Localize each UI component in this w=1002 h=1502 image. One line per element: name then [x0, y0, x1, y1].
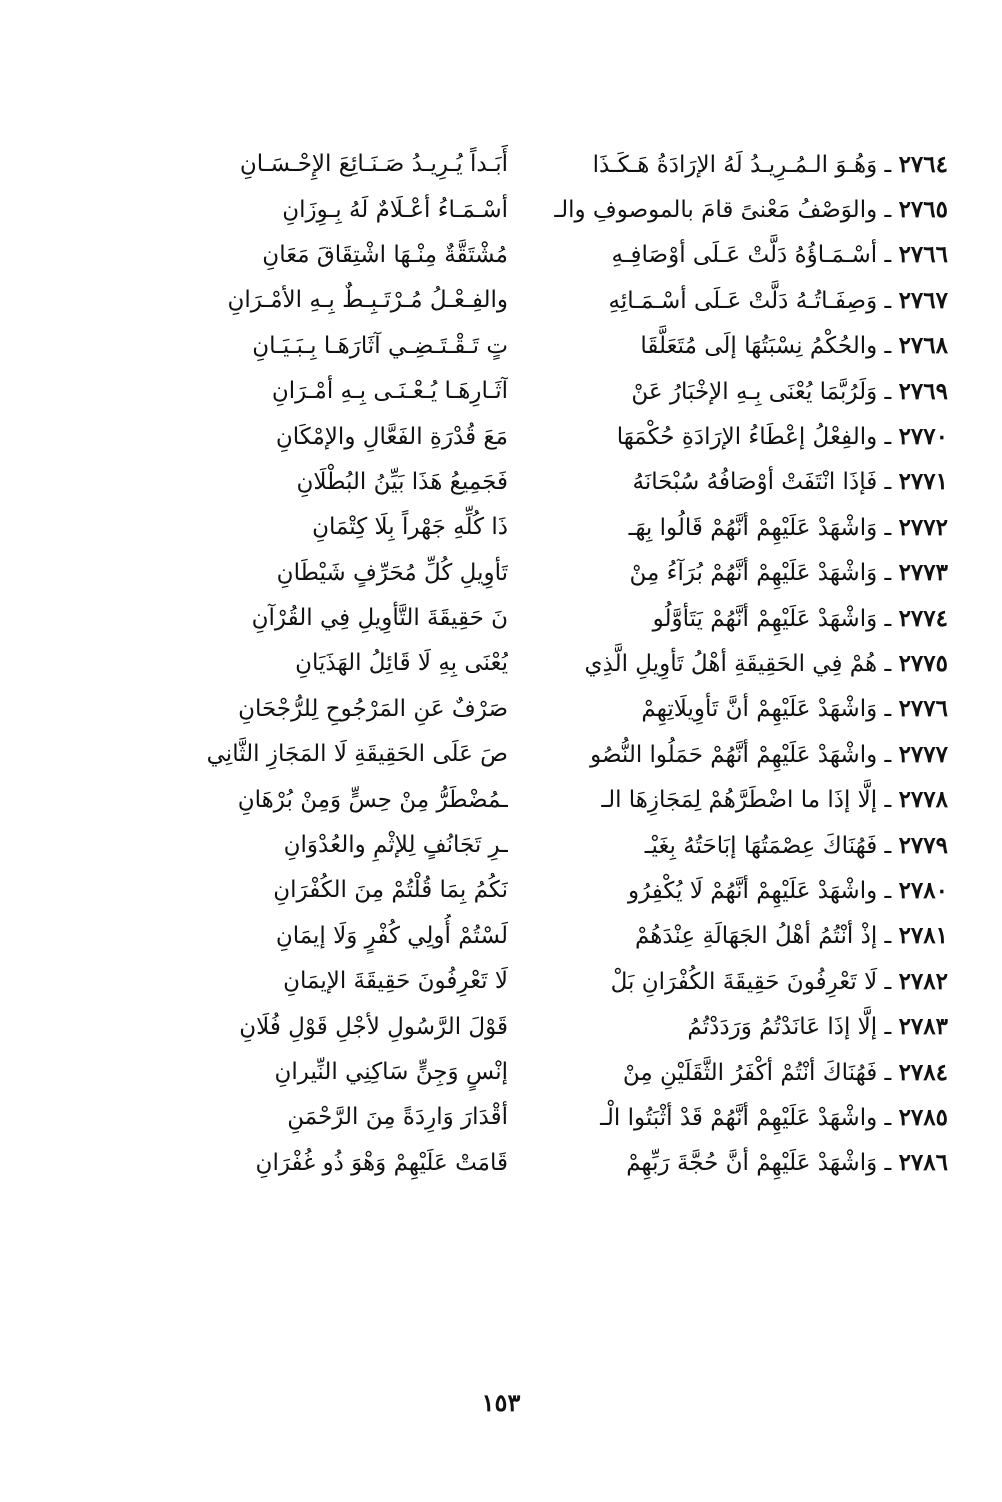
- verse-number-separator: ـ: [877, 832, 899, 859]
- verse-number: ٢٧٨٠: [898, 876, 948, 904]
- verse-second-hemistich: قَامَتْ عَلَيْهِمْ وَهْوَ ذُو غُفْرَانِ: [255, 1149, 508, 1176]
- verse-line: [70, 551, 948, 596]
- verse-number: ٢٧٧٤: [898, 604, 948, 632]
- verse-number: ٢٧٧١: [898, 468, 948, 496]
- verse-number-separator: ـ: [877, 287, 899, 314]
- first-hemistich-text: وَاشْهَدْ عَلَيْهِمْ أنَّ تَأوِيلَاتِهِمْ: [641, 696, 878, 723]
- verse-number: ٢٧٧٦: [898, 695, 948, 723]
- verse-line: [70, 369, 948, 414]
- first-hemistich-text: لَا تَعْرِفُونَ حَقِيقَةَ الكُفْرَانِ بَلْ: [610, 968, 878, 995]
- verse-number-separator: ـ: [877, 877, 899, 904]
- verse-line: [70, 777, 948, 822]
- poem-verses: [70, 142, 948, 1186]
- verse-second-hemistich: ذَا كُلِّهِ جَهْراً بِلَا كِتْمَانِ: [312, 514, 508, 541]
- verse-second-hemistich: لَسْتُمْ أُولِي كُفْرٍ وَلَا إيمَانِ: [275, 922, 508, 949]
- verse-second-hemistich: آثَـارِهَـا يُـعْـنَـى بِـهِ أمْـرَانِ: [271, 378, 508, 405]
- verse-line: [70, 505, 948, 550]
- verse-second-hemistich: ـمُضْطَرُّ مِنْ حِسٍّ وَمِنْ بُرْهَانِ: [237, 786, 508, 813]
- verse-second-hemistich: نَ حَقِيقَةَ التَّأوِيلِ فِي القُرْآنِ: [251, 605, 508, 632]
- verse-number-separator: ـ: [877, 1014, 899, 1041]
- verse-line: [70, 641, 948, 686]
- verse-line: [70, 914, 948, 959]
- verse-line: [70, 1004, 948, 1049]
- verse-number: ٢٧٧٥: [898, 650, 948, 677]
- first-hemistich-text: إذْ أنْتُمُ أهْلُ الجَهَالَةِ عِنْدَهُمْ: [634, 923, 878, 950]
- verse-line: [70, 596, 948, 641]
- verse-first-hemistich: [508, 777, 948, 823]
- verse-first-hemistich: [508, 505, 948, 551]
- verse-second-hemistich: مَعَ قُدْرَةِ الفَعَّالِ والإمْكَانِ: [275, 423, 508, 450]
- verse-number: ٢٧٨٤: [898, 1058, 948, 1086]
- verse-line: [70, 868, 948, 913]
- verse-number: ٢٧٨٥: [898, 1103, 948, 1131]
- verse-line: [70, 460, 948, 505]
- verse-first-hemistich: [508, 732, 948, 778]
- verse-number-separator: ـ: [877, 923, 899, 950]
- first-hemistich-text: إلَّا إذَا ما اضْطَرَّهُمْ لِمَجَازِهَا الـ: [601, 787, 878, 814]
- page-number: ١٥٣: [481, 1388, 521, 1417]
- verse-number-separator: ـ: [877, 741, 899, 768]
- verse-first-hemistich: [508, 369, 948, 415]
- verse-number: ٢٧٦٧: [898, 286, 948, 314]
- verse-second-hemistich: والفِـعْـلُ مُـرْتَـبِـطٌ بِـهِ الأمْـرَانِ: [227, 287, 508, 314]
- verse-second-hemistich: أسْـمَـاءُ أعْـلَامٌ لَهُ بِـوِزَانِ: [282, 196, 508, 223]
- verse-second-hemistich: فَجَمِيعُ هَذَا بَيِّنُ البُطْلَانِ: [296, 468, 508, 495]
- first-hemistich-text: والحُكْمُ نِسْبَتُهَا إلَى مُتَعَلَّقَا: [640, 333, 878, 360]
- verse-first-hemistich: [508, 278, 948, 324]
- verse-first-hemistich: [508, 142, 948, 188]
- verse-number-separator: ـ: [877, 333, 899, 360]
- verse-first-hemistich: [508, 913, 948, 959]
- first-hemistich-text: فَهُنَاكَ عِصْمَتُهَا إبَاحَتُهُ بِغَيْـ: [644, 832, 878, 859]
- verse-first-hemistich: [508, 959, 948, 1005]
- verse-number-separator: ـ: [877, 151, 899, 178]
- verse-number: ٢٧٧٧: [898, 740, 948, 768]
- verse-number-separator: ـ: [877, 514, 899, 541]
- verse-second-hemistich: يُعْنَى بِهِ لَا قَائِلُ الهَذَيَانِ: [295, 650, 508, 677]
- first-hemistich-text: فَإذَا انْتَفَتْ أوْصَافُهُ سُبْحَانَهُ: [632, 469, 878, 496]
- verse-line: [70, 732, 948, 777]
- verse-line: [70, 959, 948, 1004]
- verse-line: [70, 823, 948, 868]
- verse-number: ٢٧٧٢: [898, 513, 948, 541]
- verse-number: ٢٧٧٨: [898, 786, 948, 814]
- first-hemistich-text: وَهُـوَ الـمُـرِيـدُ لَهُ الإرَادَةُ هَـكَـذَا: [592, 151, 878, 178]
- verse-line: [70, 187, 948, 232]
- verse-number-separator: ـ: [877, 787, 899, 814]
- verse-number: ٢٧٦٥: [898, 196, 948, 224]
- verse-first-hemistich: [508, 1095, 948, 1141]
- verse-second-hemistich: قَوْلَ الرَّسُولِ لأجْلِ قَوْلِ فُلَانِ: [239, 1013, 508, 1040]
- verse-number: ٢٧٧٩: [898, 831, 948, 859]
- verse-number-separator: ـ: [877, 424, 899, 451]
- verse-line: [70, 1050, 948, 1095]
- verse-number: ٢٧٦٩: [898, 377, 948, 405]
- verse-first-hemistich: [508, 187, 948, 233]
- verse-number: ٢٧٨٦: [898, 1149, 948, 1177]
- verse-second-hemistich: لَا تَعْرِفُونَ حَقِيقَةَ الإيمَانِ: [283, 968, 508, 995]
- verse-first-hemistich: [508, 1050, 948, 1096]
- verse-second-hemistich: إنْسٍ وَجِنٍّ سَاكِنِي النِّيرانِ: [274, 1059, 508, 1085]
- verse-number-separator: ـ: [877, 968, 899, 995]
- verse-number: ٢٧٨٣: [898, 1013, 948, 1041]
- verse-number: ٢٧٦٦: [898, 241, 948, 269]
- first-hemistich-text: وَلَرُبَّمَا يُعْنَى بِـهِ الإخْبَارُ عَنْ: [631, 378, 878, 405]
- verse-second-hemistich: أَبَـداً يُـرِيـدُ صَـنَـائِعَ الإِحْـسَـانِ: [239, 151, 508, 178]
- first-hemistich-text: واشْهَدْ عَلَيْهِمْ أنَّهُمْ حَمَلُوا النُّصُو: [590, 741, 878, 768]
- verse-first-hemistich: [508, 686, 948, 732]
- verse-line: [70, 687, 948, 732]
- verse-line: [70, 278, 948, 323]
- first-hemistich-text: وَصِفَـاتُـهُ دَلَّتْ عَـلَى أسْـمَـائِهِ: [608, 287, 878, 314]
- verse-second-hemistich: ـرِ تَجَانُفٍ لِلإثْمِ والعُدْوَانِ: [283, 832, 508, 859]
- first-hemistich-text: واشْهَدْ عَلَيْهِمْ أنَّهُمْ لَا يُكْفِرُو: [627, 877, 878, 904]
- verse-number-separator: ـ: [877, 1059, 899, 1086]
- first-hemistich-text: والفِعْلُ إعْطَاءُ الإرَادَةِ حُكْمَهَا: [616, 424, 878, 451]
- verse-second-hemistich: صَرْفٌ عَنِ المَرْجُوحِ لِلرُّجْحَانِ: [238, 695, 508, 722]
- verse-number-separator: ـ: [877, 651, 899, 677]
- verse-line: [70, 1095, 948, 1140]
- verse-number-separator: ـ: [877, 605, 899, 632]
- verse-number-separator: ـ: [877, 242, 899, 269]
- verse-second-hemistich: أقْدَارَ وَارِدَةً مِنَ الرَّحْمَنِ: [287, 1104, 508, 1131]
- verse-line: [70, 414, 948, 459]
- verse-number-separator: ـ: [877, 1104, 899, 1131]
- verse-number-separator: ـ: [877, 197, 899, 224]
- verse-line: [70, 142, 948, 187]
- verse-first-hemistich: [508, 868, 948, 914]
- verse-number-separator: ـ: [877, 469, 899, 496]
- verse-number-separator: ـ: [877, 378, 899, 405]
- verse-number-separator: ـ: [877, 696, 899, 723]
- verse-first-hemistich: [508, 414, 948, 460]
- verse-number: ٢٧٧٠: [898, 423, 948, 451]
- first-hemistich-text: وَاشْهَدْ عَلَيْهِمْ أنَّهُمْ بُرَآءُ مِنْ: [629, 560, 878, 587]
- first-hemistich-text: أسْـمَـاؤُهُ دَلَّتْ عَـلَى أوْصَافِـهِ: [611, 242, 878, 269]
- verse-number: ٢٧٦٨: [898, 332, 948, 360]
- verse-first-hemistich: [508, 641, 948, 687]
- verse-line: [70, 233, 948, 278]
- verse-number: ٢٧٧٣: [898, 559, 948, 587]
- first-hemistich-text: والوَصْفُ مَعْنىً قامَ بالموصوفِ والـ: [554, 197, 878, 224]
- verse-number-separator: ـ: [877, 1150, 899, 1177]
- verse-first-hemistich: [508, 232, 948, 278]
- verse-first-hemistich: [508, 550, 948, 596]
- verse-line: [70, 1141, 948, 1186]
- verse-number: ٢٧٨١: [898, 922, 948, 950]
- verse-first-hemistich: [508, 596, 948, 642]
- first-hemistich-text: إلَّا إذَا عَانَدْتُمُ وَرَدَدْتُمُ: [687, 1014, 878, 1041]
- verse-number-separator: ـ: [877, 560, 899, 587]
- first-hemistich-text: فَهُنَاكَ أنْتُمْ أكْفَرُ الثَّقَلَيْنِ مِنْ: [622, 1059, 878, 1086]
- verse-number: ٢٧٦٤: [898, 150, 948, 178]
- first-hemistich-text: وَاشْهَدْ عَلَيْهِمْ أنَّ حُجَّةَ رَبِّهِمْ: [626, 1150, 878, 1177]
- verse-first-hemistich: [508, 323, 948, 369]
- verse-first-hemistich: [508, 459, 948, 505]
- first-hemistich-text: هُمْ فِي الحَقِيقَةِ أهْلُ تَأوِيلِ الَّذِي: [584, 651, 878, 677]
- first-hemistich-text: وَاشْهَدْ عَلَيْهِمْ أنَّهُمْ قَالُوا بِهَـ: [628, 514, 878, 541]
- first-hemistich-text: واشْهَدْ عَلَيْهِمْ أنَّهُمْ قَدْ أثْبَتُوا الْـ: [600, 1104, 878, 1131]
- verse-second-hemistich: نَكُمُ بِمَا قُلْتُمْ مِنَ الكُفْرَانِ: [273, 877, 508, 904]
- verse-second-hemistich: تَأوِيلِ كُلِّ مُحَرِّفٍ شَيْطَانِ: [276, 559, 508, 586]
- verse-number: ٢٧٨٢: [898, 967, 948, 995]
- verse-first-hemistich: [508, 823, 948, 869]
- verse-first-hemistich: [508, 1004, 948, 1050]
- verse-second-hemistich: تٍ تَـقْـتَـضِـي آثَارَهَـا بِـبَـيَـانِ: [252, 332, 508, 359]
- verse-first-hemistich: [508, 1140, 948, 1186]
- verse-second-hemistich: صَ عَلَى الحَقِيقَةِ لَا المَجَازِ الثَّانِي: [206, 741, 508, 768]
- first-hemistich-text: وَاشْهَدْ عَلَيْهِمْ أنَّهُمْ يَتَأوَّلُو: [652, 605, 878, 632]
- verse-second-hemistich: مُشْتَقَّةٌ مِنْـهَا اشْتِقَاقَ مَعَانِ: [262, 241, 508, 268]
- verse-line: [70, 324, 948, 369]
